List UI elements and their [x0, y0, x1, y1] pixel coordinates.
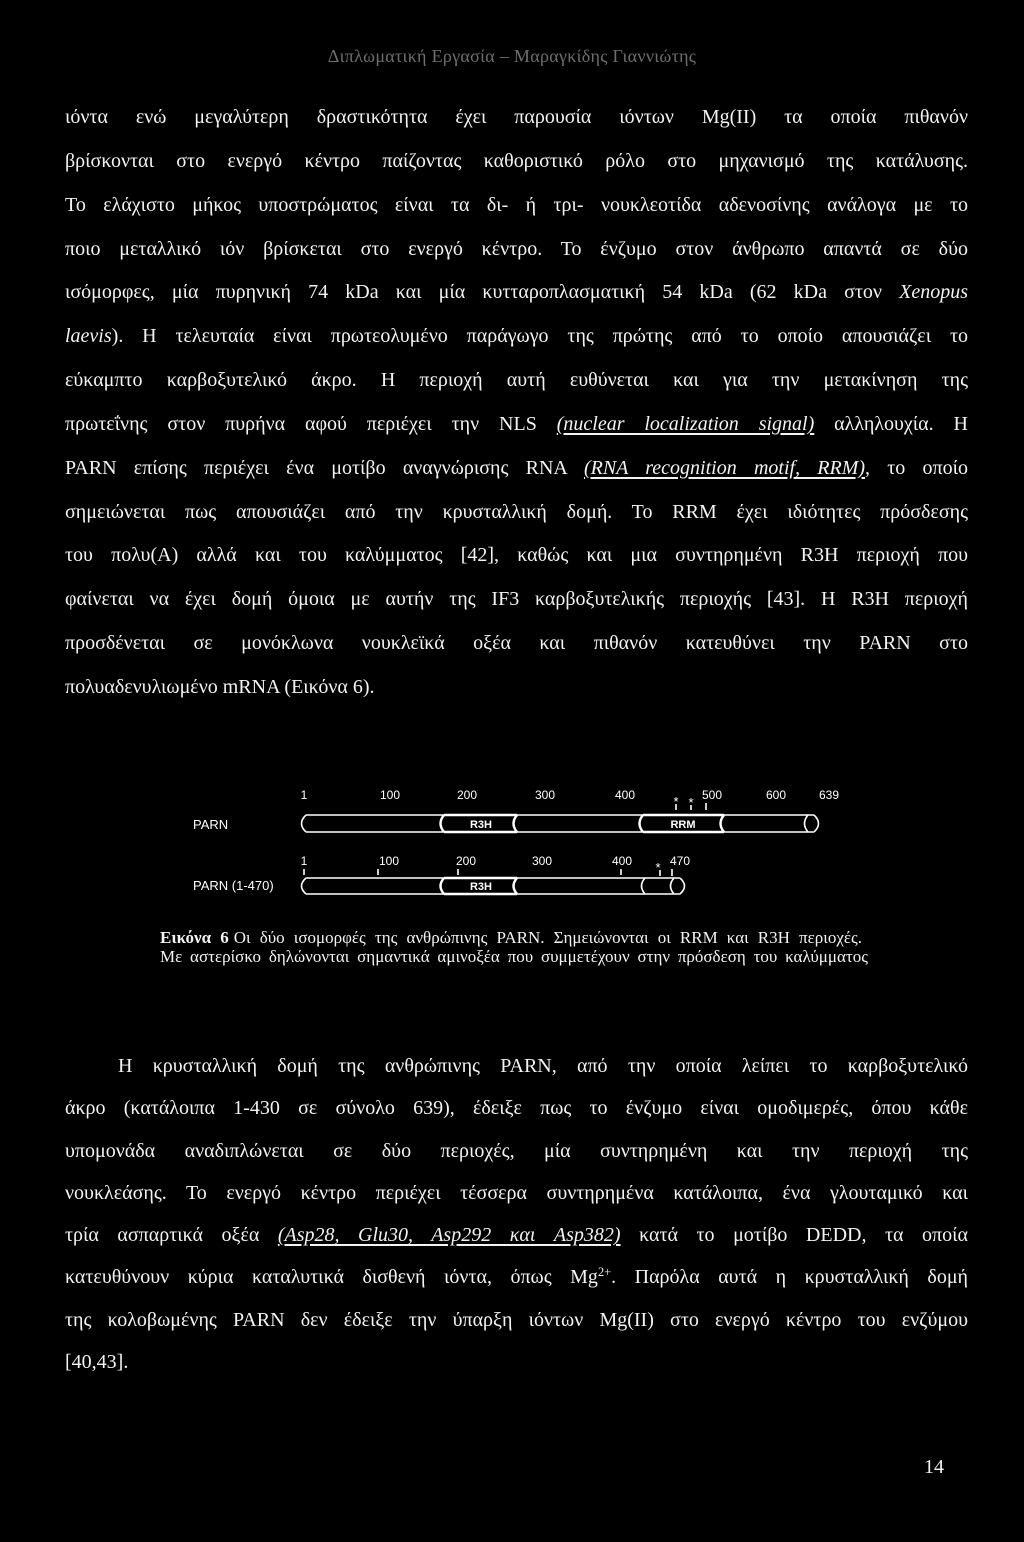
protein-bar-outline [302, 878, 685, 894]
text-line [65, 534, 968, 578]
tick-label: 300 [534, 788, 556, 802]
text-run: ποιο μεταλλικό ιόν βρίσκεται στο ενεργό κέντρο. Το ένζυμο στον άνθρωπο απαντά σε δύο [65, 237, 968, 260]
caption-line-2: Με αστερίσκο δηλώνονται σημαντικά αμινοξέα που συμμετέχουν στην πρόσδεση του καλύμματος [160, 947, 868, 966]
domain-label-r3h: R3H [469, 881, 493, 893]
paragraph-1 [65, 96, 968, 710]
italic-text: Xenopus [899, 281, 968, 304]
figure-caption [160, 928, 868, 966]
text-line [65, 1299, 968, 1341]
tick-label: 400 [614, 788, 636, 802]
caption-label: Εικόνα 6 [160, 928, 229, 947]
text-line [65, 447, 968, 491]
text-line [65, 359, 968, 403]
text-line [65, 491, 968, 535]
italic-text: laevis [65, 325, 112, 348]
text-run: προσδένεται σε μονόκλωνα νουκλεϊκά οξέα και πιθανόν κατευθύνει την PARN στο [65, 632, 968, 655]
tick-label: 1 [300, 854, 308, 868]
text-line [65, 96, 968, 140]
tick-label: 1 [300, 788, 308, 802]
paragraph-2 [65, 1045, 968, 1383]
text-line [65, 666, 968, 710]
text-line [65, 403, 968, 447]
tick-label: 500 [701, 788, 723, 802]
italic-text: (RNA recognition motif, RRM) [583, 456, 866, 479]
text-line [65, 315, 968, 359]
text-run: [40,43]. [65, 1351, 129, 1374]
tick-label: 100 [379, 788, 401, 802]
text-line [65, 578, 968, 622]
text-run: άκρο (κατάλοιπα 1-430 σε σύνολο 639), έδειξε πως το ένζυμο είναι ομοδιμερές, όπου κάθε [65, 1097, 968, 1120]
text-run: τρία ασπαρτικά οξέα [65, 1224, 278, 1247]
caption-text: Οι δύο ισομορφές της ανθρώπινης PARN. Σημειώνονται οι RRM και R3H περιοχές. [233, 928, 862, 947]
text-run: κατευθύνουν κύρια καταλυτικά δισθενή ιόντα, όπως Mg [65, 1266, 598, 1289]
row-label: PARN (1-470) [193, 878, 274, 893]
tick-label: 200 [455, 854, 477, 868]
text-run: υπομονάδα αναδιπλώνεται σε δύο περιοχές, μία συντηρημένη και την περιοχή της [65, 1139, 968, 1162]
text-run: Το ελάχιστο μήκος υποστρώματος είναι τα δι- ή τρι- νουκλεοτίδα αδενοσίνης ανάλογα με το [65, 193, 968, 216]
text-run: κατά το μοτίβο DEDD, τα οποία [620, 1224, 968, 1247]
parn-full-length-row [193, 788, 839, 832]
tick-marks [304, 869, 672, 876]
text-run: πολυαδενυλιωμένο mRNA (Εικόνα 6). [65, 675, 375, 698]
text-line [65, 1341, 968, 1383]
text-line [65, 1087, 968, 1129]
text-line [65, 184, 968, 228]
text-line [65, 1172, 968, 1214]
tick-label: 100 [378, 854, 400, 868]
running-header: Διπλωματική Εργασία – Μαραγκίδης Γιαννιώτης [327, 46, 697, 66]
text-run: της κολοβωμένης PARN δεν έδειξε την ύπαρξη ιόντων Mg(II) στο ενεργό κέντρο του ενζύμου [65, 1308, 968, 1331]
domain-label-rrm: RRM [670, 819, 696, 831]
page-number: 14 [924, 1456, 944, 1478]
italic-text: (Asp28, Glu30, Asp292 και Asp382) [277, 1224, 621, 1247]
asterisk-marker: * [673, 794, 679, 809]
parn-domain-diagram [0, 760, 1024, 910]
tick-label: 470 [669, 854, 691, 868]
tick-label: 600 [765, 788, 787, 802]
tick-label: 400 [611, 854, 633, 868]
text-run: του πολυ(A) αλλά και του καλύμματος [42], καθώς και μια συντηρημένη R3H περιοχή που [65, 544, 968, 567]
asterisk-marker: * [655, 860, 661, 875]
text-run: πρωτεΐνης στον πυρήνα αφού περιέχει την NLS [65, 412, 557, 435]
domain-label-r3h: R3H [469, 819, 493, 831]
text-run: Η κρυσταλλική δομή της ανθρώπινης PARN, από την οποία λείπει το καρβοξυτελικό [118, 1055, 968, 1077]
text-line [65, 140, 968, 184]
caption-line-1 [160, 928, 862, 947]
text-line [65, 1256, 968, 1298]
text-run: εύκαμπτο καρβοξυτελικό άκρο. Η περιοχή αυτή ευθύνεται και για την μετακίνηση της [65, 369, 968, 392]
tick-label: 639 [818, 788, 840, 802]
text-run: , το οποίο [865, 456, 968, 479]
text-run: φαίνεται να έχει δομή όμοια με αυτήν της IF3 καρβοξυτελικής περιοχής [43]. Η R3H περιοχή [65, 588, 968, 611]
text-run: PARN επίσης περιέχει ένα μοτίβο αναγνώρισης RNA [65, 456, 584, 479]
text-line [65, 271, 968, 315]
text-run: ισόμορφες, μία πυρηνική 74 kDa και μία κυτταροπλασματική 54 kDa (62 kDa στον [65, 281, 900, 304]
asterisk-marker: * [688, 795, 694, 810]
text-run: αλληλουχία. Η [814, 412, 968, 435]
text-run: σημειώνεται πως απουσιάζει από την κρυσταλλική δομή. Το RRM έχει ιδιότητες πρόσδεσης [65, 500, 968, 523]
parn-truncated-row [193, 854, 690, 894]
text-line [65, 1130, 968, 1172]
protein-bar-outline [302, 815, 819, 832]
tick-label: 300 [531, 854, 553, 868]
text-run: . Παρόλα αυτά η κρυσταλλική δομή [611, 1266, 968, 1289]
tick-label: 200 [456, 788, 478, 802]
superscript-text: 2+ [597, 1265, 612, 1280]
text-line [65, 1214, 968, 1256]
text-line [65, 622, 968, 666]
text-run: ιόντα ενώ μεγαλύτερη δραστικότητα έχει παρουσία ιόντων Mg(II) τα οποία πιθανόν [65, 106, 968, 128]
row-label: PARN [193, 817, 229, 832]
text-line [65, 1045, 968, 1087]
text-run: νουκλεάσης. Το ενεργό κέντρο περιέχει τέσσερα συντηρημένα κατάλοιπα, ένα γλουταμικό και [65, 1181, 968, 1204]
text-run: βρίσκονται στο ενεργό κέντρο παίζοντας καθοριστικό ρόλο στο μηχανισμό της κατάλυσης. [65, 149, 968, 172]
text-run: ). Η τελευταία είναι πρωτεολυμένο παράγωγο της πρώτης από το οποίο απουσιάζει το [111, 325, 968, 348]
text-line [65, 228, 968, 272]
italic-text: (nuclear localization signal) [556, 412, 815, 435]
